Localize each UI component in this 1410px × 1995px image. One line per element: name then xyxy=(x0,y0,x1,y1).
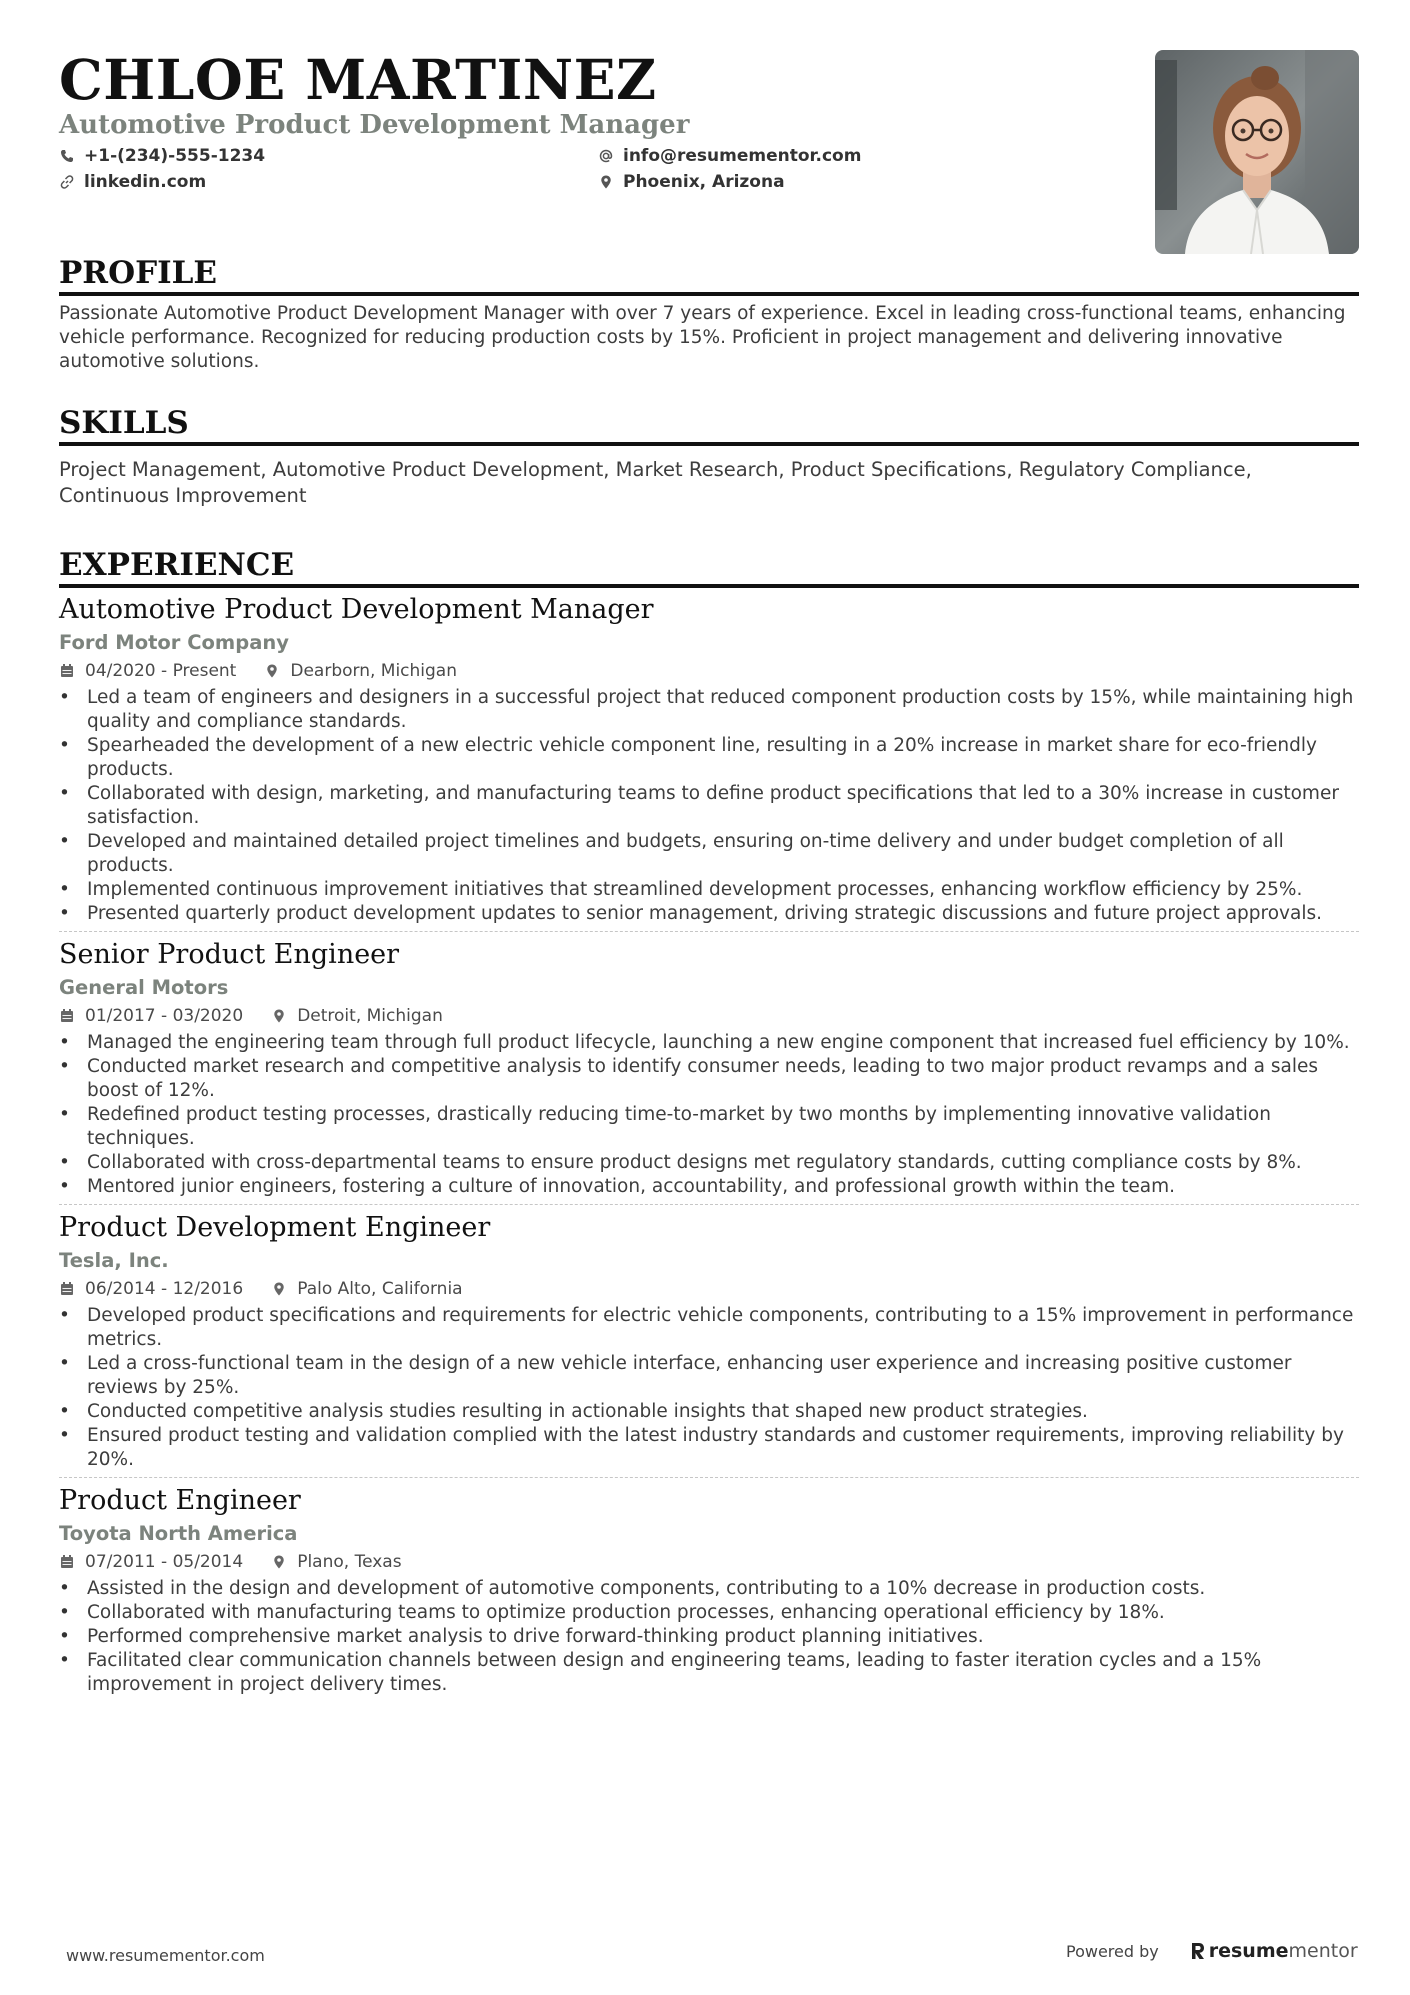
job-title: Product Development Engineer xyxy=(59,1212,491,1243)
contact-linkedin[interactable] xyxy=(59,172,598,192)
job-location: Plano, Texas xyxy=(297,1552,402,1572)
job-meta xyxy=(59,1004,1359,1028)
bullet-item: • Collaborated with design, marketing, and manufacturing teams to define product specifications that led to a 30% increase in customer satisfaction. xyxy=(59,782,1359,830)
calendar-icon xyxy=(59,1008,75,1024)
job-bullets xyxy=(59,1577,1359,1697)
calendar-icon xyxy=(59,663,75,679)
job-company: Tesla, Inc. xyxy=(59,1249,169,1272)
email-text: info@resumementor.com xyxy=(623,146,862,166)
header xyxy=(59,46,1359,192)
job-location-wrap xyxy=(264,659,457,683)
skills-text: Project Management, Automotive Product Development, Market Research, Product Specifications, Regulatory Compliance, Continuous Improvement xyxy=(59,458,1252,507)
job-location: Dearborn, Michigan xyxy=(290,661,457,681)
link-icon xyxy=(59,174,75,190)
job-entry xyxy=(59,938,1359,1199)
job-meta xyxy=(59,1550,1359,1574)
profile-section xyxy=(59,255,1359,374)
bullet-item: • Presented quarterly product development updates to senior management, driving strategic discussions and future project approvals. xyxy=(59,902,1359,926)
job-location-wrap xyxy=(271,1277,462,1301)
job-company: General Motors xyxy=(59,976,229,999)
contact-email[interactable] xyxy=(598,146,1018,166)
profile-photo xyxy=(1155,50,1359,254)
job-dates: 06/2014 - 12/2016 xyxy=(85,1279,244,1299)
profile-heading: PROFILE xyxy=(59,255,1359,296)
calendar-icon xyxy=(59,1554,75,1570)
job-meta xyxy=(59,659,1359,683)
location-pin-icon xyxy=(271,1554,287,1570)
bullet-item: • Assisted in the design and development of automotive components, contributing to a 10% decrease in production costs. xyxy=(59,1577,1359,1601)
job-divider xyxy=(59,931,1359,932)
job-bullets xyxy=(59,1304,1359,1472)
bullet-item: • Implemented continuous improvement initiatives that streamlined development processes, enhancing workflow efficiency by 25%. xyxy=(59,878,1359,902)
job-entry xyxy=(59,1484,1359,1697)
bullet-item: • Developed and maintained detailed project timelines and budgets, ensuring on-time delivery and under budget completion of all products. xyxy=(59,830,1359,878)
location-pin-icon xyxy=(271,1008,287,1024)
job-meta xyxy=(59,1277,1359,1301)
job-location-wrap xyxy=(271,1550,401,1574)
job-dates: 07/2011 - 05/2014 xyxy=(85,1552,244,1572)
powered-by-text: Powered by xyxy=(1066,1941,1159,1961)
bullet-item: • Managed the engineering team through full product lifecycle, launching a new engine component that increased fuel efficiency by 10%. xyxy=(59,1031,1359,1055)
contact-phone[interactable] xyxy=(59,146,598,166)
job-entry xyxy=(59,593,1359,926)
brand-bold: resume xyxy=(1208,1940,1289,1962)
bullet-item: • Collaborated with cross-departmental teams to ensure product designs met regulatory standards, cutting compliance costs by 8%. xyxy=(59,1151,1359,1175)
brand-logo[interactable] xyxy=(1189,1940,1358,1962)
bullet-item: • Conducted market research and competitive analysis to identify consumer needs, leading to two major product revamps and a sales boost of 12%. xyxy=(59,1055,1359,1103)
contact-location xyxy=(598,172,1018,192)
job-title: Product Engineer xyxy=(59,1485,301,1516)
resume-page xyxy=(59,46,1359,1697)
footer-branding xyxy=(1066,1940,1358,1962)
phone-icon xyxy=(59,148,75,164)
brand-light: mentor xyxy=(1288,1940,1358,1962)
job-divider xyxy=(59,1477,1359,1478)
job-dates: 01/2017 - 03/2020 xyxy=(85,1006,244,1026)
job-location: Detroit, Michigan xyxy=(297,1006,443,1026)
job-title: Senior Product Engineer xyxy=(59,939,400,970)
bullet-item: • Collaborated with manufacturing teams to optimize production processes, enhancing operational efficiency by 18%. xyxy=(59,1601,1359,1625)
profile-text: Passionate Automotive Product Development Manager with over 7 years of experience. Excel in leading cross-functional teams, enhancing vehicle performance. Recognized for reducing production costs by 15%. Proficient in project management and delivering innovative automotive solutions. xyxy=(59,303,1346,372)
bullet-item: • Led a team of engineers and designers in a successful project that reduced component production costs by 15%, while maintaining high quality and compliance standards. xyxy=(59,686,1359,734)
candidate-name: CHLOE MARTINEZ xyxy=(59,47,657,112)
location-pin-icon xyxy=(598,174,614,190)
footer-website[interactable]: www.resumementor.com xyxy=(66,1946,265,1965)
job-title: Automotive Product Development Manager xyxy=(59,594,654,625)
bullet-item: • Led a cross-functional team in the design of a new vehicle interface, enhancing user experience and increasing positive customer reviews by 25%. xyxy=(59,1352,1359,1400)
location-pin-icon xyxy=(271,1281,287,1297)
linkedin-text: linkedin.com xyxy=(84,172,207,192)
resumementor-logo-icon xyxy=(1189,1941,1205,1961)
experience-section xyxy=(59,547,1359,1697)
job-bullets xyxy=(59,686,1359,926)
job-company: Toyota North America xyxy=(59,1522,298,1545)
job-location: Palo Alto, California xyxy=(297,1279,463,1299)
job-location-wrap xyxy=(271,1004,443,1028)
bullet-item: • Developed product specifications and requirements for electric vehicle components, contributing to a 15% improvement in performance metrics. xyxy=(59,1304,1359,1352)
at-icon xyxy=(598,148,614,164)
bullet-item: • Facilitated clear communication channels between design and engineering teams, leading to faster iteration cycles and a 15% improvement in project delivery times. xyxy=(59,1649,1359,1697)
calendar-icon xyxy=(59,1281,75,1297)
skills-heading: SKILLS xyxy=(59,405,1359,446)
location-text: Phoenix, Arizona xyxy=(623,172,785,192)
job-dates: 04/2020 - Present xyxy=(85,661,237,681)
job-bullets xyxy=(59,1031,1359,1199)
bullet-item: • Performed comprehensive market analysis to drive forward-thinking product planning initiatives. xyxy=(59,1625,1359,1649)
job-company: Ford Motor Company xyxy=(59,631,289,654)
experience-heading: EXPERIENCE xyxy=(59,547,1359,588)
bullet-item: • Redefined product testing processes, drastically reducing time-to-market by two months by implementing innovative validation techniques. xyxy=(59,1103,1359,1151)
bullet-item: • Spearheaded the development of a new electric vehicle component line, resulting in a 20% increase in market share for eco-friendly products. xyxy=(59,734,1359,782)
bullet-item: • Ensured product testing and validation complied with the latest industry standards and customer requirements, improving reliability by 20%. xyxy=(59,1424,1359,1472)
candidate-title: Automotive Product Development Manager xyxy=(59,110,690,140)
bullet-item: • Mentored junior engineers, fostering a culture of innovation, accountability, and professional growth within the team. xyxy=(59,1175,1359,1199)
job-divider xyxy=(59,1204,1359,1205)
job-entry xyxy=(59,1211,1359,1472)
location-pin-icon xyxy=(264,663,280,679)
skills-section xyxy=(59,405,1359,509)
phone-text: +1-(234)-555-1234 xyxy=(84,146,266,166)
bullet-item: • Conducted competitive analysis studies resulting in actionable insights that shaped new product strategies. xyxy=(59,1400,1359,1424)
